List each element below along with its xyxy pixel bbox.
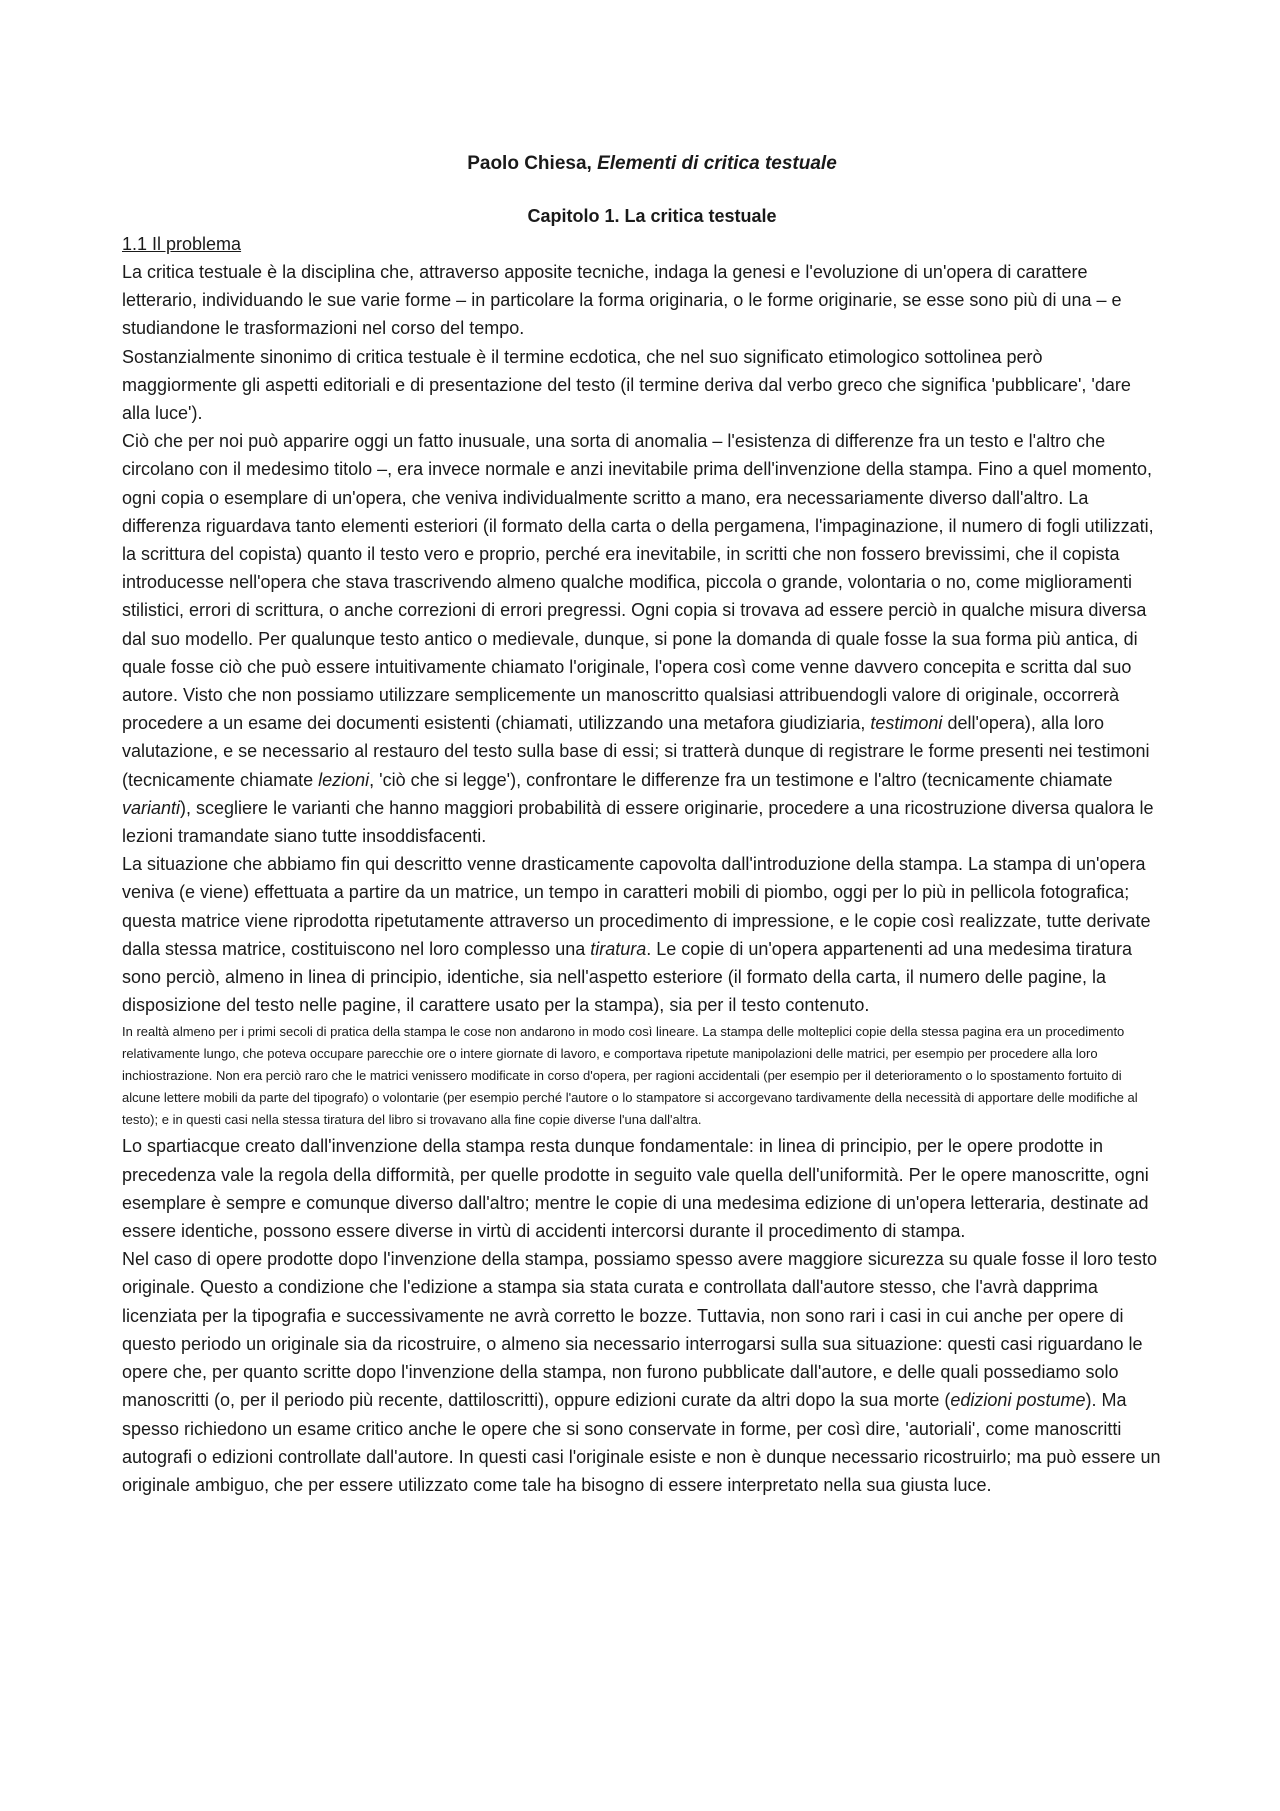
- term-edizioni-postume: edizioni postume: [950, 1390, 1086, 1411]
- paragraph-text: ), scegliere le varianti che hanno maggiori probabilità di essere originarie, procedere a una ricostruzione diversa qualora le lezioni tramandate siano tutte insoddisfacenti.: [122, 797, 1154, 847]
- paragraph-1: [122, 258, 1162, 343]
- paragraph-4: [122, 850, 1162, 1019]
- paragraph-text: Lo spartiacque creato dall'invenzione della stampa resta dunque fondamentale: in linea di principio, per le opere prodotte in precedenza vale la regola della difformità, per quelle prodotte in seguito vale quella dell'uniformità. Per le opere manoscritte, ogni esemplare è sempre e comunque diverso dall'altro; mentre le copie di una medesima edizione di un'opera letteraria, destinate ad essere identiche, possono essere diverse in virtù di accidenti intercorsi durante il procedimento di stampa.: [122, 1136, 1149, 1242]
- term-testimoni: testimoni: [870, 713, 943, 734]
- paragraph-3: [122, 427, 1162, 850]
- title-work: Elementi di critica testuale: [597, 153, 837, 174]
- paragraph-5: [122, 1132, 1162, 1245]
- paragraph-text: Sostanzialmente sinonimo di critica testuale è il termine ecdotica, che nel suo significato etimologico sottolinea però maggiormente gli aspetti editoriali e di presentazione del testo (il termine deriva dal verbo greco che significa 'pubblicare', 'dare alla luce').: [122, 346, 1131, 424]
- document-title: [122, 150, 1162, 178]
- paragraph-text: La critica testuale è la disciplina che, attraverso apposite tecniche, indaga la genesi e l'evoluzione di un'opera di carattere letterario, individuando le sue varie forme – in particolare la forma originaria, o le forme originarie, se esse sono più di una – e studiandone le trasformazioni nel corso del tempo.: [122, 262, 1122, 339]
- paragraph-text: ). Ma spesso richiedono un esame critico anche le opere che si sono conservate in forme, per così dire, 'autoriali', come manoscritti autografi o edizioni controllate dall'autore. In questi casi l'originale esiste e non è dunque necessario ricostruirlo; ma può essere un originale ambiguo, che per essere utilizzato come tale ha bisogno di essere interpretato nella sua giusta luce.: [122, 1390, 1161, 1495]
- footnote: In realtà almeno per i primi secoli di pratica della stampa le cose non andarono in modo così lineare. La stampa delle molteplici copie della stessa pagina era un procedimento relativamente lungo, che poteva occupare parecchie ore o intere giornate di lavoro, e comportava ripetute manipolazioni delle matrici, per esempio per procedere alla loro inchiostrazione. Non era perciò raro che le matrici venissero modificate in corso d'opera, per ragioni accidentali (per esempio per il deterioramento o lo spostamento fortuito di alcune lettere mobili da parte del tipografo) o volontarie (per esempio perché l'autore o lo stampatore si accorgevano tardivamente della necessità di apportare delle modifiche al testo); e in questi casi nella stessa tiratura del libro si trovavano alla fine copie diverse l'una dall'altra.: [122, 1024, 1138, 1127]
- paragraph-text: , 'ciò che si legge'), confrontare le differenze fra un testimone e l'altro (tecnicamente chiamate: [369, 769, 1113, 790]
- section-heading: 1.1 Il problema: [122, 234, 242, 254]
- paragraph-text: Ciò che per noi può apparire oggi un fatto inusuale, una sorta di anomalia – l'esistenza di differenze fra un testo e l'altro che circolano con il medesimo titolo –, era invece normale e anzi inevitabile prima dell'invenzione della stampa. Fino a quel momento, ogni copia o esemplare di un'opera, che veniva individualmente scritto a mano, era necessariamente diverso dall'altro. La differenza riguardava tanto elementi esteriori (il formato della carta o della pergamena, l'impaginazione, il numero di fogli utilizzati, la scrittura del copista) quanto il testo vero e proprio, perché era inevitabile, in scritti che non fossero brevissimi, che il copista introducesse nell'opera che stava trascrivendo almeno qualche modifica, piccola o grande, volontaria o no, come miglioramenti stilistici, errori di scrittura, o anche correzioni di errori pregressi. Ogni copia si trovava ad essere perciò in qualche misura diversa dal suo modello. Per qualunque testo antico o medievale, dunque, si pone la domanda di quale fosse la sua forma più antica, di quale fosse ciò che può essere intuitivamente chiamato l'originale, l'opera così come venne davvero concepita e scritta dal suo autore. Visto che non possiamo utilizzare semplicemente un manoscritto qualsiasi attribuendogli valore di originale, occorrerà procedere a un esame dei documenti esistenti (chiamati, utilizzando una metafora giudiziaria,: [122, 431, 1154, 734]
- paragraph-text: dell'opera), alla loro valutazione, e se necessario al restauro del testo sulla base di essi; si tratterà dunque di registrare le forme presenti nei testimoni (tecnicamente chiamate: [122, 713, 1150, 790]
- term-varianti: varianti: [122, 797, 181, 818]
- term-tiratura: tiratura: [590, 938, 647, 959]
- term-lezioni: lezioni: [318, 769, 370, 790]
- paragraph-text: . Le copie di un'opera appartenenti ad una medesima tiratura sono perciò, almeno in linea di principio, identiche, sia nell'aspetto esteriore (il formato della carta, il numero delle pagine, la disposizione del testo nelle pagine, il carattere usato per la stampa), sia per il testo contenuto.: [122, 938, 1133, 1016]
- paragraph-text: Nel caso di opere prodotte dopo l'invenzione della stampa, possiamo spesso avere maggiore sicurezza su quale fosse il loro testo originale. Questo a condizione che l'edizione a stampa sia stata curata e controllata dall'autore stesso, che l'avrà dapprima licenziata per la tipografia e successivamente ne avrà corretto le bozze. Tuttavia, non sono rari i casi in cui anche per opere di questo periodo un originale sia da ricostruire, o almeno sia necessario interrogarsi sulla sua situazione: questi casi riguardano le opere che, per quanto scritte dopo l'invenzione della stampa, non furono pubblicate dall'autore, e delle quali possediamo solo manoscritti (o, per il periodo più recente, dattiloscritti), oppure edizioni curate da altri dopo la sua morte (: [122, 1249, 1158, 1411]
- paragraph-6: [122, 1245, 1162, 1499]
- chapter-heading: Capitolo 1. La critica testuale: [527, 206, 777, 226]
- paragraph-2: [122, 343, 1162, 428]
- title-author: Paolo Chiesa,: [467, 153, 598, 174]
- document-content: [122, 150, 1162, 1499]
- paragraph-text: La situazione che abbiamo fin qui descritto venne drasticamente capovolta dall'introduzione della stampa. La stampa di un'opera veniva (e viene) effettuata a partire da un matrice, un tempo in caratteri mobili di piombo, oggi per lo più in pellicola fotografica; questa matrice viene riprodotta ripetutamente attraverso un procedimento di impressione, e le copie così realizzate, tutte derivate dalla stessa matrice, costituiscono nel loro complesso una: [122, 854, 1151, 959]
